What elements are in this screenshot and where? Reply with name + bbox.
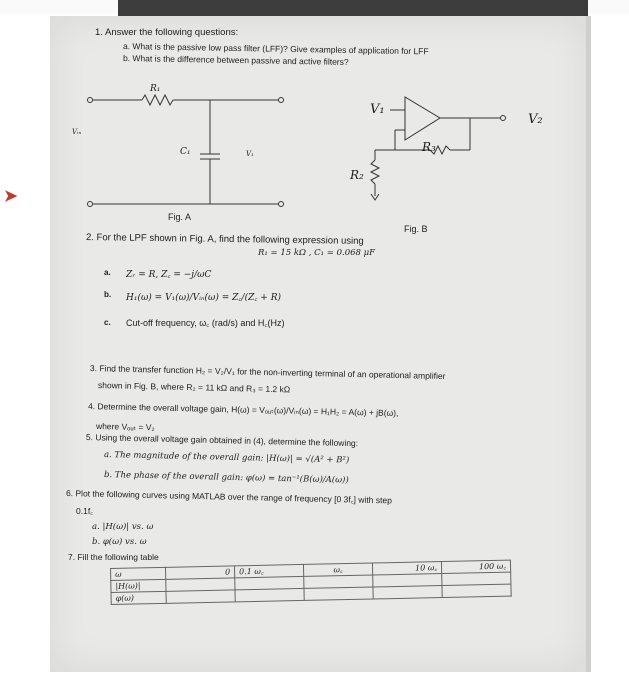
circuit-figures [70, 92, 540, 227]
table-cell [442, 584, 511, 597]
q2-a-label: a. [104, 268, 111, 277]
fig-a-vin-label: Vᵢₙ [72, 128, 82, 136]
q7-title: 7. Fill the following table [68, 552, 159, 562]
table-header-cell: 0.1 ω꜀ [234, 564, 303, 577]
fig-b-r2-label: R₂ [350, 168, 364, 182]
q1-title: 1. Answer the following questions: [95, 27, 239, 38]
table-cell [235, 588, 304, 601]
table-cell [166, 590, 235, 603]
fig-a-caption: Fig. A [168, 212, 192, 222]
q6-line2: 0.1f꜀ [76, 506, 94, 516]
q6-a: a. |H(ω)| vs. ω [92, 522, 154, 532]
q3-line2: shown in Fig. B, where R₂ = 11 kΩ and R₃ = 1.2 kΩ [97, 380, 291, 395]
table-cell [304, 587, 373, 600]
q5-a: a. The magnitude of the overall gain: |H(ω)| = √(A² + B²) [103, 450, 350, 466]
table-row-label: |H(ω)| [111, 579, 166, 592]
q4-line1: 4. Determine the overall voltage gain, H(ω) = Vₒᵤₜ(ω)/Vᵢₙ(ω) = H₁H₂ = A(ω) + jB(ω), [87, 401, 399, 419]
fig-b-opamp-circuit [371, 97, 506, 200]
q6-b: b. φ(ω) vs. ω [92, 537, 147, 547]
q2-b: H₁(ω) = V₁(ω)/Vᵢₙ(ω) = Z꜀/(Z꜀ + R) [126, 293, 281, 303]
table-cell [373, 586, 442, 599]
bottom-band [0, 672, 629, 700]
table-header-cell: 0 [165, 566, 234, 579]
table-header-cell: ω [111, 567, 166, 580]
fig-b-r3-label: R₃ [422, 140, 436, 154]
q2-a: Zᵣ = R, Z꜀ = −j/ωC [126, 270, 212, 280]
q2-values: R₁ = 15 kΩ , C₁ = 0.068 μF [258, 248, 376, 258]
fig-a-c1-label: C₁ [180, 147, 191, 157]
table-header-cell: 10 ω꜀ [372, 562, 441, 575]
q5-title: 5. Using the overall voltage gain obtained in (4), determine the following: [85, 432, 359, 449]
q2-b-label: b. [104, 290, 112, 299]
fig-b-v2-label: V₂ [528, 112, 543, 127]
q2-c: Cut-off frequency, ω꜀ (rad/s) and H꜀(Hz) [126, 318, 285, 328]
table-row-label: φ(ω) [111, 591, 166, 604]
q1-b: b. What is the difference between passive and active filters? [122, 53, 349, 67]
q2-c-label: c. [104, 318, 111, 327]
fig-b-caption: Fig. B [404, 224, 428, 234]
table-header-cell: ω꜀ [303, 563, 372, 576]
paper-edge [586, 16, 591, 672]
cursor-arrow-icon: ➤ [4, 188, 18, 205]
table-header-cell: 100 ω꜀ [441, 560, 510, 573]
q1-a: a. What is the passive low pass filter (LFF)? Give examples of application for LFF [122, 41, 429, 57]
q5-b: b. The phase of the overall gain: φ(ω) = tan⁻¹(B(ω)/A(ω)) [103, 470, 349, 486]
fig-b-v1-label: V₁ [370, 102, 385, 117]
fig-a-r1-label: R₁ [150, 84, 161, 94]
q3-line1: 3. Find the transfer function H₂ = V₂/V₁ for the non-inverting terminal of an operational amplifier [89, 363, 446, 382]
q2-title: 2. For the LPF shown in Fig. A, find the following expression using [85, 232, 364, 247]
fig-a-v1-label: V₁ [246, 150, 254, 158]
q6-line1: 6. Plot the following curves using MATLAB over the range of frequency [0 3f꜀] with step [65, 488, 393, 506]
q4-line2: where Vₒᵤₜ = V₂ [95, 421, 155, 433]
